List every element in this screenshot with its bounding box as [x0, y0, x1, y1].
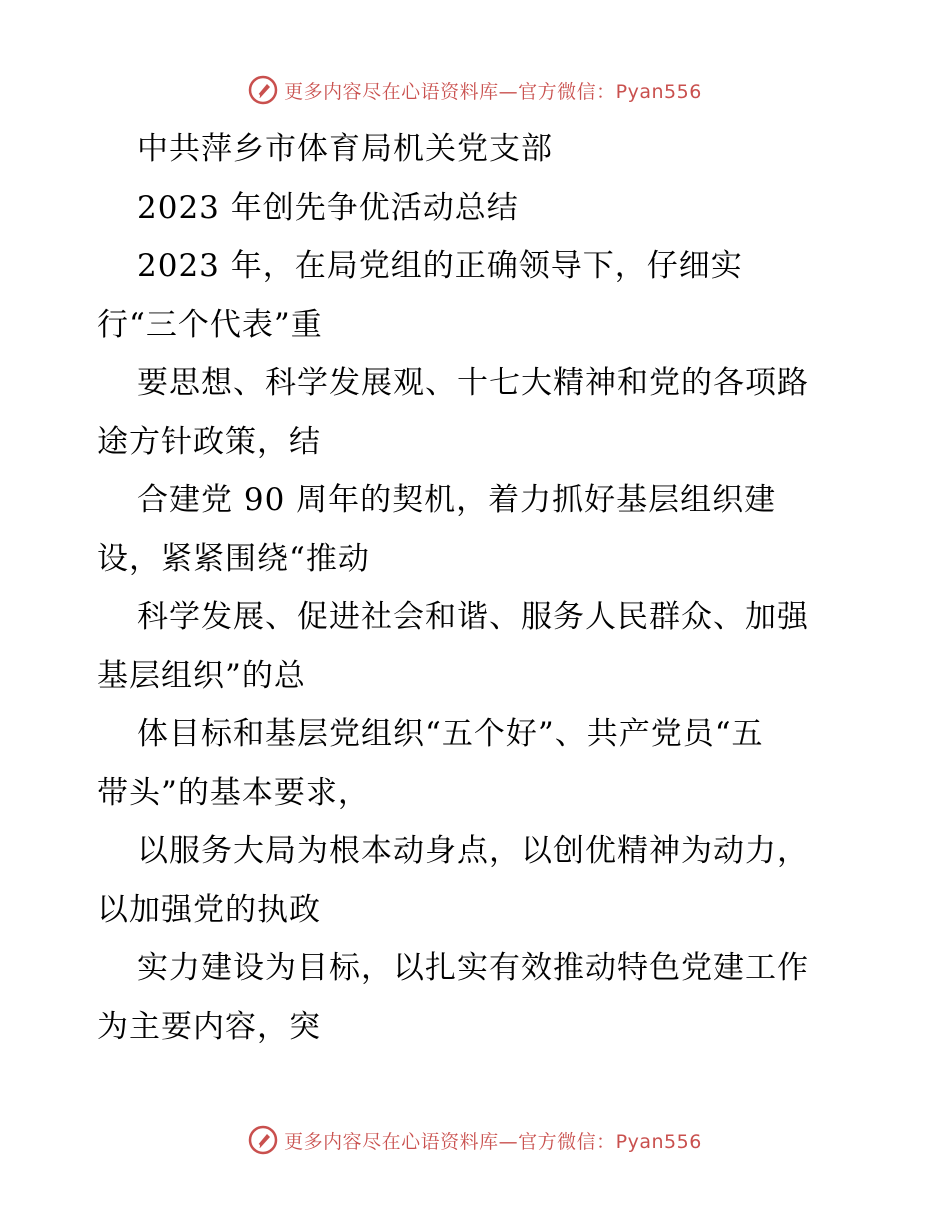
- text-line: 为主要内容，突: [97, 1008, 321, 1045]
- text-line: 带头”的基本要求，: [97, 774, 370, 811]
- text-line: 基层组织”的总: [97, 657, 306, 694]
- text-line: 2023 年创先争优活动总结: [137, 189, 519, 226]
- text-line: 途方针政策，结: [97, 423, 321, 460]
- header-watermark-banner: [0, 70, 950, 110]
- text-line: 要思想、科学发展观、十七大精神和党的各项路: [137, 365, 809, 401]
- footer-watermark-banner: [0, 1120, 950, 1160]
- watermark-text: 更多内容尽在心语资料库—官方微信：Pyan556: [284, 80, 702, 103]
- pen-nib-logo-icon: [248, 1125, 278, 1155]
- text-line: 2023 年，在局党组的正确领导下，仔细实: [137, 248, 743, 284]
- text-line: 以加强党的执政: [97, 891, 321, 928]
- pen-nib-logo-icon: [248, 75, 278, 105]
- watermark-text: 更多内容尽在心语资料库—官方微信：Pyan556: [284, 1130, 702, 1153]
- text-line: 中共萍乡市体育局机关党支部: [137, 131, 553, 167]
- text-line: 科学发展、促进社会和谐、服务人民群众、加强: [137, 599, 809, 635]
- text-line: 行“三个代表”重: [97, 306, 323, 343]
- text-line: 体目标和基层党组织“五个好”、共产党员“五: [137, 716, 764, 752]
- text-line: 设，紧紧围绕“推动: [97, 540, 370, 577]
- text-line: 实力建设为目标，以扎实有效推动特色党建工作: [137, 950, 809, 986]
- document-body: [97, 120, 857, 1056]
- text-line: 合建党 90 周年的契机，着力抓好基层组织建: [137, 482, 777, 518]
- text-line: 以服务大局为根本动身点，以创优精神为动力，: [137, 833, 809, 869]
